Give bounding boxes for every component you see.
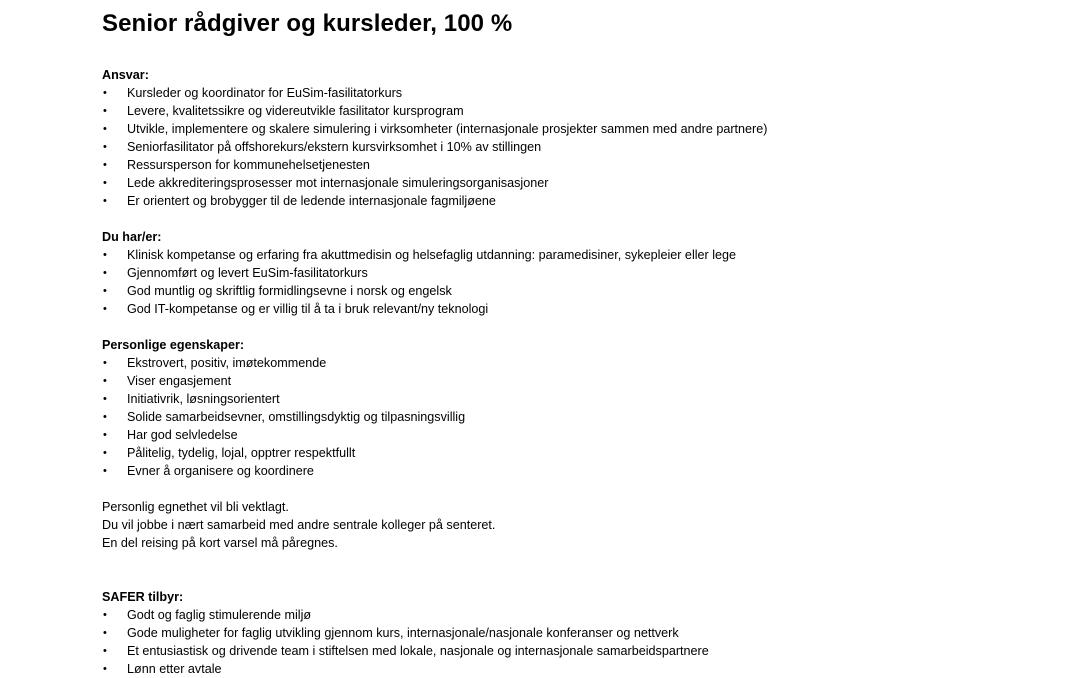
bullet-icon: • <box>103 663 107 675</box>
list-item: • Evner å organisere og koordinere <box>103 464 314 478</box>
bullet-icon: • <box>103 393 107 405</box>
list-item: • Ressursperson for kommunehelsetjenesten <box>103 158 370 172</box>
bullet-icon: • <box>103 177 107 189</box>
list-item: • Seniorfasilitator på offshorekurs/ekstern kursvirksomhet i 10% av stillingen <box>103 140 542 154</box>
spacer <box>102 210 1042 228</box>
spacer <box>102 480 1042 498</box>
bullet-icon: • <box>103 447 107 459</box>
list-item: • Ekstrovert, positiv, imøtekommende <box>103 356 327 370</box>
bullet-icon: • <box>103 627 107 639</box>
du-har-list <box>102 246 1042 318</box>
bullet-icon: • <box>103 159 107 171</box>
list-item: • Klinisk kompetanse og erfaring fra akuttmedisin og helsefaglig utdanning: paramedisiner, sykepleier eller lege <box>103 248 737 262</box>
bullet-icon: • <box>103 123 107 135</box>
list-item: • Viser engasjement <box>103 374 232 388</box>
section-heading-du-har: Du har/er: <box>102 230 162 244</box>
bullet-icon: • <box>103 87 107 99</box>
bullet-icon: • <box>103 303 107 315</box>
bullet-icon: • <box>103 465 107 477</box>
bullet-icon: • <box>103 141 107 153</box>
list-item: • Pålitelig, tydelig, lojal, opptrer respektfullt <box>103 446 356 460</box>
bullet-icon: • <box>103 411 107 423</box>
list-item: • Er orientert og brobygger til de ledende internasjonale fagmiljøene <box>103 194 496 208</box>
list-item: • Utvikle, implementere og skalere simulering i virksomheter (internasjonale prosjekter sammen med andre partnere) <box>103 122 768 136</box>
spacer <box>102 552 1042 570</box>
document-body <box>102 66 1042 678</box>
section-heading-safer: SAFER tilbyr: <box>102 590 184 604</box>
list-item: • Initiativrik, løsningsorientert <box>103 392 280 406</box>
egenskaper-list <box>102 354 1042 480</box>
list-item: • Gode muligheter for faglig utvikling gjennom kurs, internasjonale/nasjonale konferanser og nettverk <box>103 626 679 640</box>
list-item: • Gjennomført og levert EuSim-fasilitatorkurs <box>103 266 368 280</box>
spacer <box>102 570 1042 588</box>
list-item: • Et entusiastisk og drivende team i stiftelsen med lokale, nasjonale og internasjonale samarbeidspartnere <box>103 644 709 658</box>
bullet-icon: • <box>103 357 107 369</box>
bullet-icon: • <box>103 429 107 441</box>
bullet-icon: • <box>103 285 107 297</box>
list-item: • Godt og faglig stimulerende miljø <box>103 608 312 622</box>
section-heading-ansvar: Ansvar: <box>102 68 149 82</box>
page-title: Senior rådgiver og kursleder, 100 % <box>102 10 513 37</box>
bullet-icon: • <box>103 105 107 117</box>
paragraph-line: Personlig egnethet vil bli vektlagt. <box>102 500 289 514</box>
bullet-icon: • <box>103 195 107 207</box>
list-item: • God muntlig og skriftlig formidlingsevne i norsk og engelsk <box>103 284 452 298</box>
bullet-icon: • <box>103 267 107 279</box>
safer-list <box>102 606 1042 678</box>
spacer <box>102 318 1042 336</box>
list-item: • Kursleder og koordinator for EuSim-fasilitatorkurs <box>103 86 403 100</box>
paragraph-line: Du vil jobbe i nært samarbeid med andre sentrale kolleger på senteret. <box>102 518 496 532</box>
bullet-icon: • <box>103 645 107 657</box>
bullet-icon: • <box>103 375 107 387</box>
section-heading-egenskaper: Personlige egenskaper: <box>102 338 245 352</box>
list-item: • Lønn etter avtale <box>103 662 222 676</box>
bullet-icon: • <box>103 249 107 261</box>
list-item: • Levere, kvalitetssikre og videreutvikle fasilitator kursprogram <box>103 104 464 118</box>
bullet-icon: • <box>103 609 107 621</box>
ansvar-list <box>102 84 1042 210</box>
list-item: • Lede akkrediteringsprosesser mot internasjonale simuleringsorganisasjoner <box>103 176 549 190</box>
paragraph-line: En del reising på kort varsel må påregnes. <box>102 536 338 550</box>
list-item: • God IT-kompetanse og er villig til å ta i bruk relevant/ny teknologi <box>103 302 489 316</box>
list-item: • Solide samarbeidsevner, omstillingsdyktig og tilpasningsvillig <box>103 410 466 424</box>
list-item: • Har god selvledelse <box>103 428 238 442</box>
